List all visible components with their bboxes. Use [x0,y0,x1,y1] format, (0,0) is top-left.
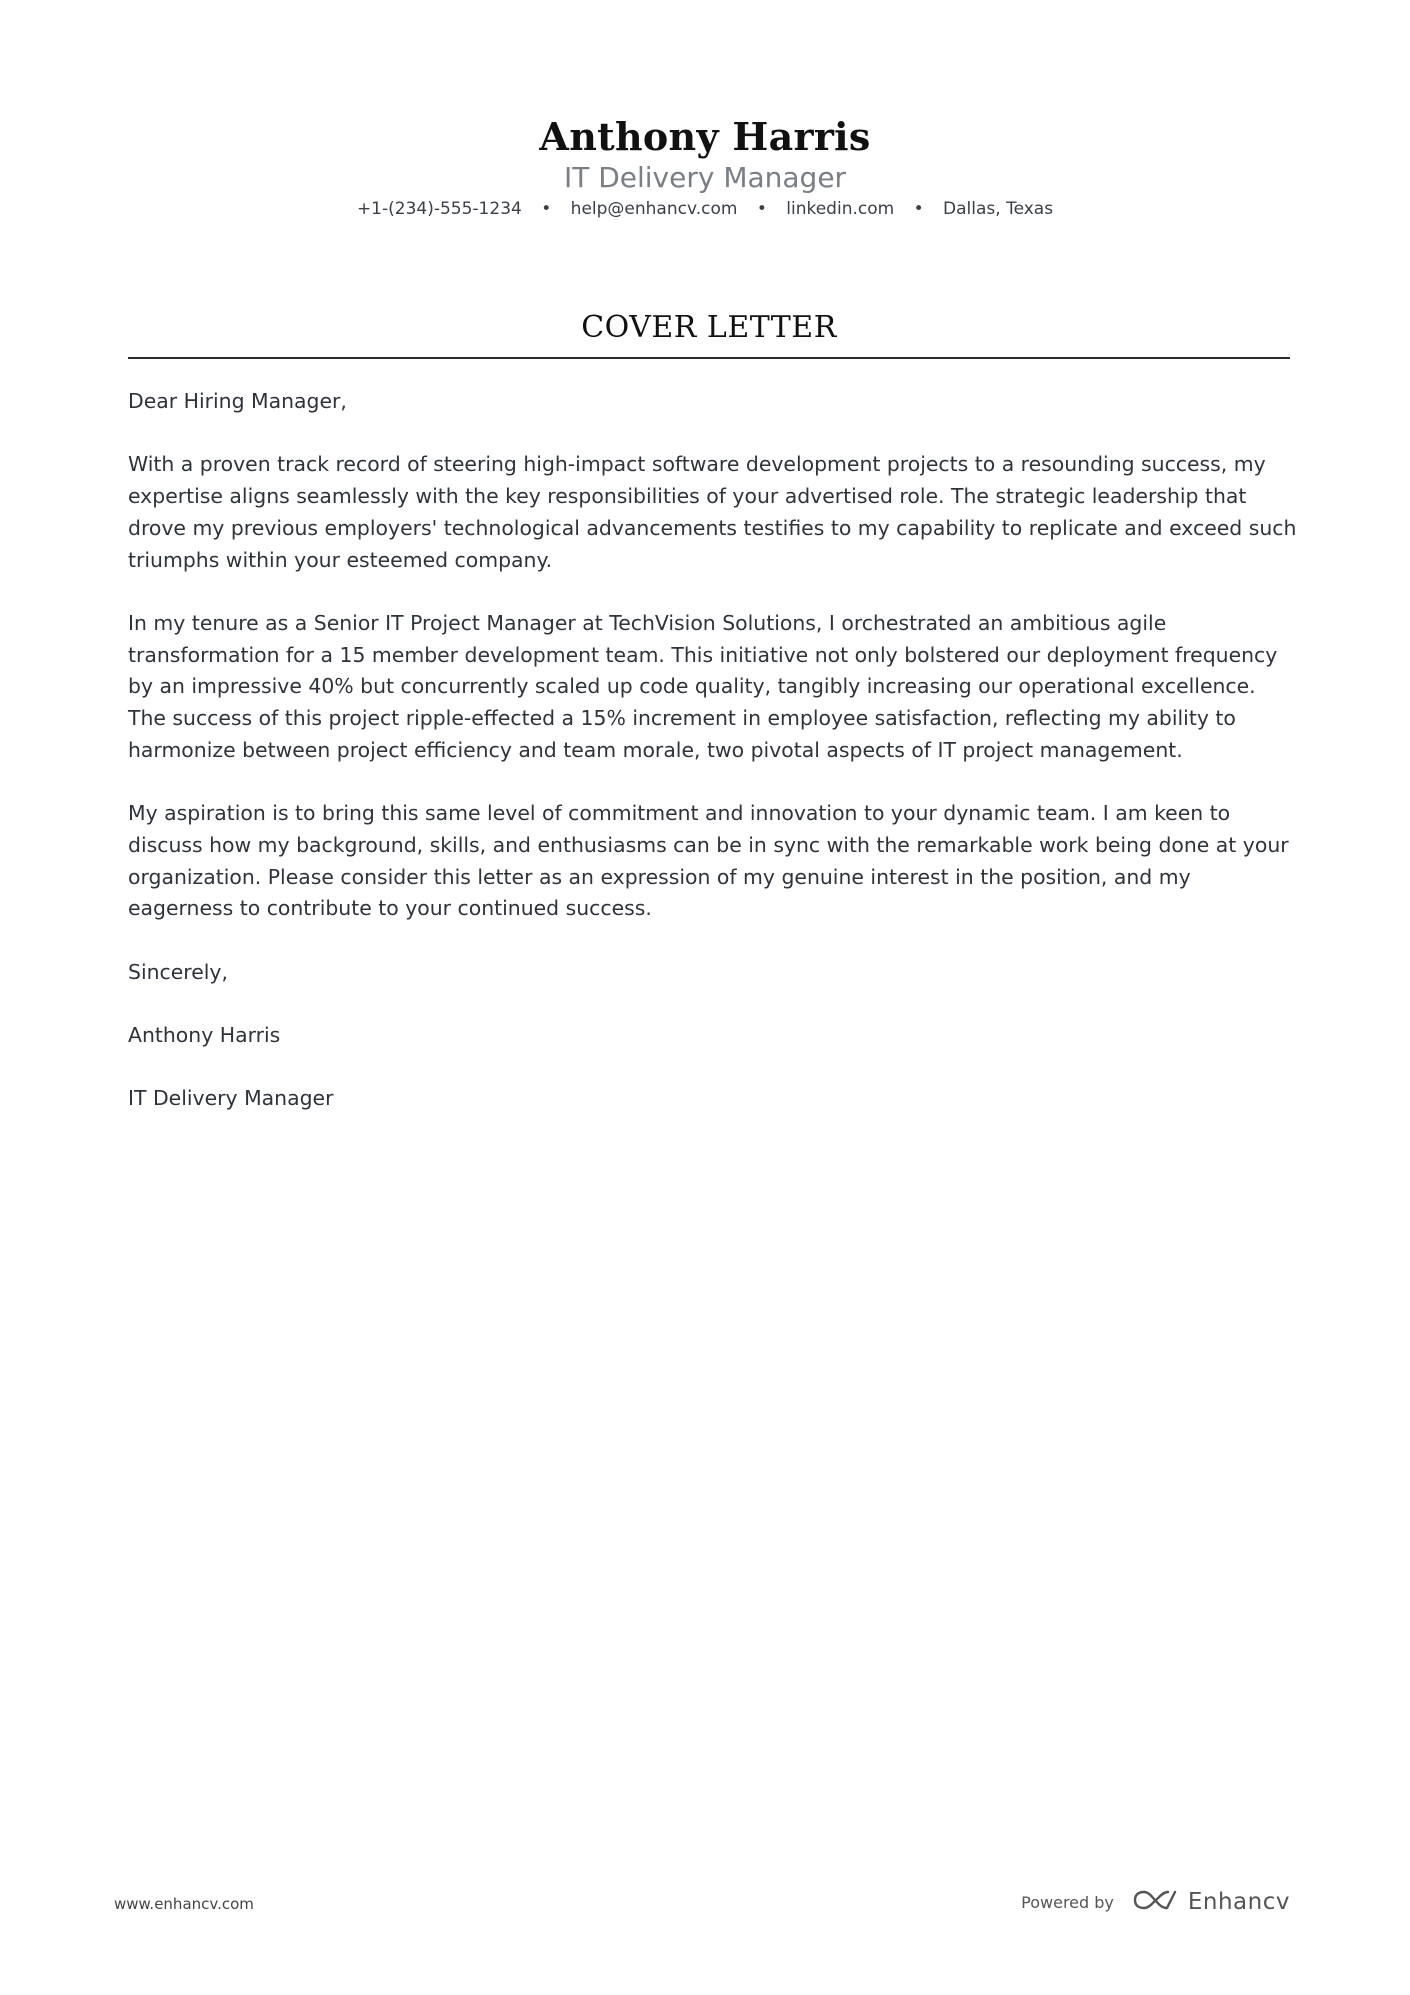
footer-branding [1021,1884,1290,1920]
letter-paragraph: In my tenure as a Senior IT Project Manager at TechVision Solutions, I orchestrated an ambitious agile transformation for a 15 member development team. This initiative not only bolstered our deployment frequency by an impressive 40% but concurrently scaled up code quality, tangibly increasing our operational excellence. The success of this project ripple-effected a 15% increment in employee satisfaction, reflecting my ability to harmonize between project efficiency and team morale, two pivotal aspects of IT project management. [128,610,1278,762]
signature-name: Anthony Harris [128,1022,281,1047]
letter-paragraph: With a proven track record of steering high-impact software development projects to a resounding success, my expertise aligns seamlessly with the key responsibilities of your advertised role. The strategic leadership that drove my previous employers' technological advancements testifies to my capability to replicate and exceed such triumphs within your esteemed company. [128,452,1297,572]
signature-title: IT Delivery Manager [128,1086,334,1111]
powered-by-label: Powered by [1021,1892,1114,1912]
contact-line [0,196,1410,222]
separator-dot: • [756,199,767,219]
contact-email[interactable]: help@enhancv.com [570,199,738,219]
letter-greeting: Dear Hiring Manager, [128,389,347,413]
header [0,112,1410,222]
separator-dot: • [541,199,552,219]
applicant-title: IT Delivery Manager [563,161,847,194]
section-divider [128,357,1290,359]
letter-paragraph: My aspiration is to bring this same level of commitment and innovation to your dynamic team. I am keen to discuss how my background, skills, and enthusiasms can be in sync with the remarkable work being done at your organization. Please consider this letter as an expression of my genuine interest in the position, and my eagerness to contribute to your continued success. [128,801,1289,921]
brand-name: Enhancv [1187,1889,1290,1915]
section-title: COVER LETTER [581,310,837,345]
enhancv-logo-icon [1132,1888,1178,1916]
letter-body [128,386,1298,1147]
separator-dot: • [913,199,924,219]
applicant-name: Anthony Harris [539,114,871,159]
letter-closing: Sincerely, [128,959,228,984]
contact-phone: +1-(234)-555-1234 [356,199,522,219]
brand-link[interactable] [1132,1888,1290,1916]
contact-linkedin[interactable]: linkedin.com [786,199,895,219]
contact-location: Dallas, Texas [943,199,1054,219]
footer-website[interactable]: www.enhancv.com [114,1895,254,1913]
